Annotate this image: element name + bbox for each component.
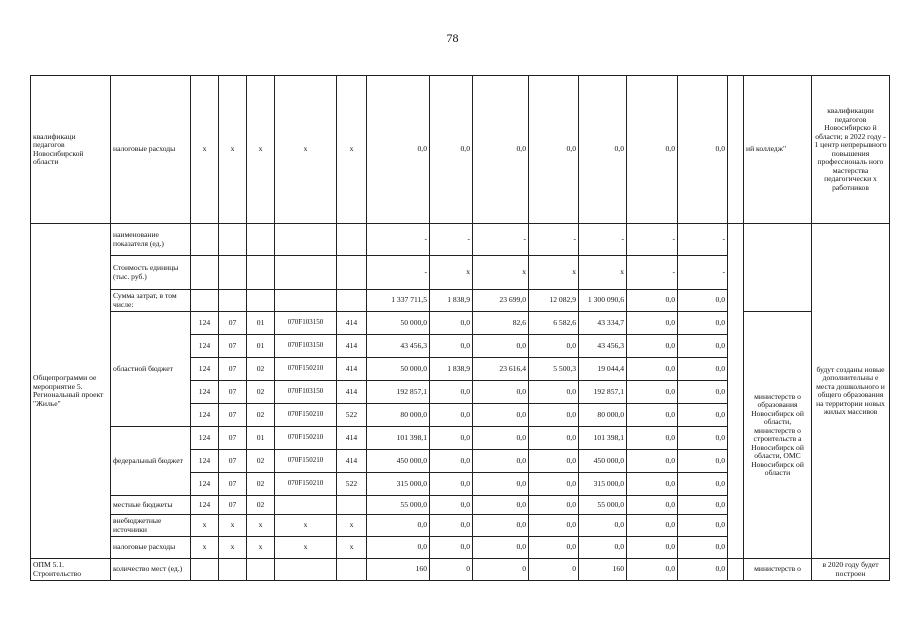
csr-cell: х (275, 515, 337, 537)
value-cell: х (473, 256, 529, 290)
grbs-cell: 124 (191, 381, 219, 404)
empty-kbk-cell (191, 290, 219, 312)
value-cell: 12 082,9 (529, 290, 579, 312)
pr-cell: 02 (247, 496, 275, 515)
empty-kbk-cell (337, 224, 367, 256)
value-cell: 43 456,3 (367, 335, 430, 358)
empty-kbk-cell (247, 256, 275, 290)
value-cell: 0,0 (579, 76, 627, 224)
value-cell: 160 (579, 559, 627, 581)
rz-cell: х (219, 537, 247, 559)
csr-cell (275, 496, 337, 515)
value-cell: 82,6 (473, 312, 529, 335)
grbs-cell: х (191, 537, 219, 559)
rz-cell: х (219, 76, 247, 224)
value-cell: 0,0 (473, 473, 529, 496)
row-label-cell: наименование показателя (ед.) (111, 224, 191, 256)
table-row (31, 76, 890, 224)
empty-kbk-cell (219, 224, 247, 256)
row-label-cell: внебюджетные источники (111, 515, 191, 537)
vr-cell: 414 (337, 427, 367, 450)
empty-kbk-cell (247, 290, 275, 312)
value-cell: 0,0 (430, 335, 473, 358)
value-cell: 43 334,7 (579, 312, 627, 335)
value-cell: - (430, 224, 473, 256)
pr-cell: 01 (247, 335, 275, 358)
value-cell: 0,0 (367, 76, 430, 224)
rz-cell: х (219, 515, 247, 537)
row-label-cell: местные бюджеты (111, 496, 191, 515)
row-label-cell: Стоимость единицы (тыс. руб.) (111, 256, 191, 290)
empty-kbk-cell (247, 559, 275, 581)
table-row (31, 224, 890, 256)
pr-cell: х (247, 537, 275, 559)
empty-kbk-cell (337, 559, 367, 581)
value-cell: 0,0 (430, 76, 473, 224)
value-cell: 0,0 (627, 335, 678, 358)
value-cell: 0 (430, 559, 473, 581)
rz-cell: 07 (219, 381, 247, 404)
value-cell: 5 500,3 (529, 358, 579, 381)
value-cell: 101 398,1 (579, 427, 627, 450)
executor-cell: министерств о образования Новосибирск ой области, министерств о строительств а Новосибирск ой области, ОМС Новосибирск ой области (744, 312, 812, 559)
vr-cell: 414 (337, 312, 367, 335)
spacer-cell (728, 76, 744, 224)
value-cell: 0,0 (678, 427, 728, 450)
grbs-cell: 124 (191, 473, 219, 496)
empty-executor-cell (744, 224, 812, 312)
grbs-cell: 124 (191, 427, 219, 450)
value-cell: 0,0 (430, 381, 473, 404)
value-cell: 0 (529, 559, 579, 581)
value-cell: 0,0 (473, 335, 529, 358)
value-cell: 0,0 (627, 358, 678, 381)
value-cell: 0,0 (529, 496, 579, 515)
pr-cell: 01 (247, 312, 275, 335)
value-cell: 0,0 (678, 559, 728, 581)
csr-cell: 070F150210 (275, 450, 337, 473)
program-name-cell: квалификаци педагогов Новосибирской области (31, 76, 111, 224)
value-cell: 0,0 (678, 290, 728, 312)
value-cell: 0 (473, 559, 529, 581)
value-cell: 0,0 (627, 404, 678, 427)
budget-table (30, 75, 890, 581)
value-cell: 0,0 (473, 496, 529, 515)
executor-cell: министерств о (744, 559, 812, 581)
value-cell: 0,0 (627, 312, 678, 335)
grbs-cell: 124 (191, 450, 219, 473)
grbs-cell: х (191, 76, 219, 224)
value-cell: 0,0 (627, 515, 678, 537)
result-cell: квалификации педагогов Новосибирско й области; в 2022 году - 1 центр непрерывного повышения профессиональ ного мастерства педагогически х работников (812, 76, 890, 224)
value-cell: 23 616,4 (473, 358, 529, 381)
vr-cell: 414 (337, 335, 367, 358)
csr-cell: х (275, 537, 337, 559)
value-cell: 0,0 (678, 450, 728, 473)
value-cell: 0,0 (579, 537, 627, 559)
value-cell: - (678, 256, 728, 290)
empty-kbk-cell (275, 290, 337, 312)
pr-cell: 02 (247, 450, 275, 473)
empty-kbk-cell (275, 224, 337, 256)
csr-cell: 070F150210 (275, 358, 337, 381)
rz-cell: 07 (219, 450, 247, 473)
value-cell: 0,0 (529, 76, 579, 224)
value-cell: 315 000,0 (579, 473, 627, 496)
value-cell: 0,0 (473, 381, 529, 404)
empty-kbk-cell (337, 256, 367, 290)
rz-cell: 07 (219, 312, 247, 335)
value-cell: 160 (367, 559, 430, 581)
value-cell: 0,0 (627, 537, 678, 559)
value-cell: 23 699,0 (473, 290, 529, 312)
value-cell: 0,0 (529, 427, 579, 450)
value-cell: 0,0 (678, 358, 728, 381)
value-cell: 0,0 (678, 404, 728, 427)
pr-cell: 02 (247, 404, 275, 427)
result-cell: в 2020 году будет построен (812, 559, 890, 581)
value-cell: 0,0 (627, 290, 678, 312)
value-cell: 450 000,0 (367, 450, 430, 473)
value-cell: х (579, 256, 627, 290)
page-number: 78 (446, 31, 459, 45)
value-cell: - (627, 224, 678, 256)
value-cell: 0,0 (529, 381, 579, 404)
value-cell: 0,0 (529, 450, 579, 473)
value-cell: - (529, 224, 579, 256)
value-cell: 1 337 711,5 (367, 290, 430, 312)
vr-cell: х (337, 515, 367, 537)
csr-cell: 070F103150 (275, 381, 337, 404)
value-cell: 0,0 (367, 537, 430, 559)
value-cell: 0,0 (627, 473, 678, 496)
value-cell: - (579, 224, 627, 256)
value-cell: 101 398,1 (367, 427, 430, 450)
pr-cell: 02 (247, 358, 275, 381)
rz-cell: 07 (219, 404, 247, 427)
value-cell: 0,0 (529, 473, 579, 496)
value-cell: - (367, 256, 430, 290)
value-cell: 1 838,9 (430, 290, 473, 312)
grbs-cell: 124 (191, 404, 219, 427)
vr-cell: х (337, 537, 367, 559)
value-cell: 0,0 (473, 537, 529, 559)
pr-cell: х (247, 515, 275, 537)
row-label-cell: Сумма затрат, в том числе: (111, 290, 191, 312)
value-cell: 80 000,0 (367, 404, 430, 427)
csr-cell: 070F103150 (275, 312, 337, 335)
vr-cell: 522 (337, 473, 367, 496)
grbs-cell: 124 (191, 496, 219, 515)
value-cell: 0,0 (473, 427, 529, 450)
rz-cell: 07 (219, 358, 247, 381)
rz-cell: 07 (219, 496, 247, 515)
value-cell: - (473, 224, 529, 256)
value-cell: 0,0 (367, 515, 430, 537)
value-cell: 0,0 (430, 427, 473, 450)
value-cell: 0,0 (678, 537, 728, 559)
empty-kbk-cell (275, 559, 337, 581)
value-cell: 0,0 (627, 427, 678, 450)
value-cell: 0,0 (678, 335, 728, 358)
program-name-cell: Общепрограмми ое мероприятие 5. Региональный проект "Жилье" (31, 224, 111, 559)
empty-kbk-cell (219, 256, 247, 290)
empty-kbk-cell (191, 224, 219, 256)
value-cell: 0,0 (678, 381, 728, 404)
csr-cell: 070F150210 (275, 473, 337, 496)
value-cell: 0,0 (430, 312, 473, 335)
value-cell: 50 000,0 (367, 358, 430, 381)
value-cell: 0,0 (627, 559, 678, 581)
row-label-cell: налоговые расходы (111, 76, 191, 224)
result-cell: будут созданы новые дополнительны е места дошкольного и общего образования на территории новых жилых массивов (812, 224, 890, 559)
empty-kbk-cell (219, 290, 247, 312)
empty-kbk-cell (191, 256, 219, 290)
value-cell: 55 000,0 (579, 496, 627, 515)
empty-kbk-cell (247, 224, 275, 256)
value-cell: 0,0 (430, 496, 473, 515)
spacer-cell (728, 559, 744, 581)
spacer-cell (728, 224, 744, 559)
value-cell: 0,0 (627, 496, 678, 515)
csr-cell: х (275, 76, 337, 224)
value-cell: 0,0 (529, 515, 579, 537)
table-row (31, 559, 890, 581)
value-cell: 0,0 (627, 76, 678, 224)
value-cell: х (430, 256, 473, 290)
pr-cell: х (247, 76, 275, 224)
value-cell: 0,0 (430, 537, 473, 559)
value-cell: 43 456,3 (579, 335, 627, 358)
value-cell: 0,0 (678, 312, 728, 335)
vr-cell (337, 496, 367, 515)
vr-cell: 414 (337, 381, 367, 404)
rz-cell: 07 (219, 473, 247, 496)
csr-cell: 070F103150 (275, 335, 337, 358)
value-cell: 0,0 (430, 515, 473, 537)
value-cell: 19 044,4 (579, 358, 627, 381)
value-cell: 192 857,1 (579, 381, 627, 404)
csr-cell: 070F150210 (275, 427, 337, 450)
grbs-cell: х (191, 515, 219, 537)
value-cell: 0,0 (627, 381, 678, 404)
value-cell: 0,0 (627, 450, 678, 473)
rz-cell: 07 (219, 427, 247, 450)
empty-kbk-cell (275, 256, 337, 290)
row-label-cell: количество мест (ед.) (111, 559, 191, 581)
value-cell: 0,0 (529, 335, 579, 358)
value-cell: 0,0 (678, 473, 728, 496)
csr-cell: 070F150210 (275, 404, 337, 427)
table-row (31, 312, 890, 335)
value-cell: 0,0 (473, 515, 529, 537)
empty-kbk-cell (219, 559, 247, 581)
value-cell: 6 582,6 (529, 312, 579, 335)
pr-cell: 02 (247, 381, 275, 404)
vr-cell: 414 (337, 358, 367, 381)
value-cell: х (529, 256, 579, 290)
value-cell: - (367, 224, 430, 256)
value-cell: 0,0 (430, 450, 473, 473)
vr-cell: 522 (337, 404, 367, 427)
value-cell: 55 000,0 (367, 496, 430, 515)
vr-cell: х (337, 76, 367, 224)
value-cell: 0,0 (473, 450, 529, 473)
program-name-cell: ОПМ 5.1. Строительство (31, 559, 111, 581)
row-label-cell: налоговые расходы (111, 537, 191, 559)
value-cell: 0,0 (529, 537, 579, 559)
row-label-cell: областной бюджет (111, 312, 191, 427)
value-cell: 0,0 (579, 515, 627, 537)
grbs-cell: 124 (191, 312, 219, 335)
value-cell: 1 838,9 (430, 358, 473, 381)
executor-cell: ий колледж" (744, 76, 812, 224)
value-cell: 0,0 (678, 496, 728, 515)
value-cell: 315 000,0 (367, 473, 430, 496)
grbs-cell: 124 (191, 335, 219, 358)
pr-cell: 02 (247, 473, 275, 496)
vr-cell: 414 (337, 450, 367, 473)
value-cell: 0,0 (430, 473, 473, 496)
value-cell: 0,0 (430, 404, 473, 427)
value-cell: 0,0 (473, 76, 529, 224)
rz-cell: 07 (219, 335, 247, 358)
row-label-cell: федеральный бюджет (111, 427, 191, 496)
value-cell: 192 857,1 (367, 381, 430, 404)
value-cell: 0,0 (678, 76, 728, 224)
value-cell: - (678, 224, 728, 256)
value-cell: 450 000,0 (579, 450, 627, 473)
value-cell: 0,0 (529, 404, 579, 427)
value-cell: 50 000,0 (367, 312, 430, 335)
value-cell: - (627, 256, 678, 290)
value-cell: 80 000,0 (579, 404, 627, 427)
empty-kbk-cell (337, 290, 367, 312)
grbs-cell: 124 (191, 358, 219, 381)
value-cell: 1 300 090,6 (579, 290, 627, 312)
pr-cell: 01 (247, 427, 275, 450)
empty-kbk-cell (191, 559, 219, 581)
value-cell: 0,0 (473, 404, 529, 427)
value-cell: 0,0 (678, 515, 728, 537)
